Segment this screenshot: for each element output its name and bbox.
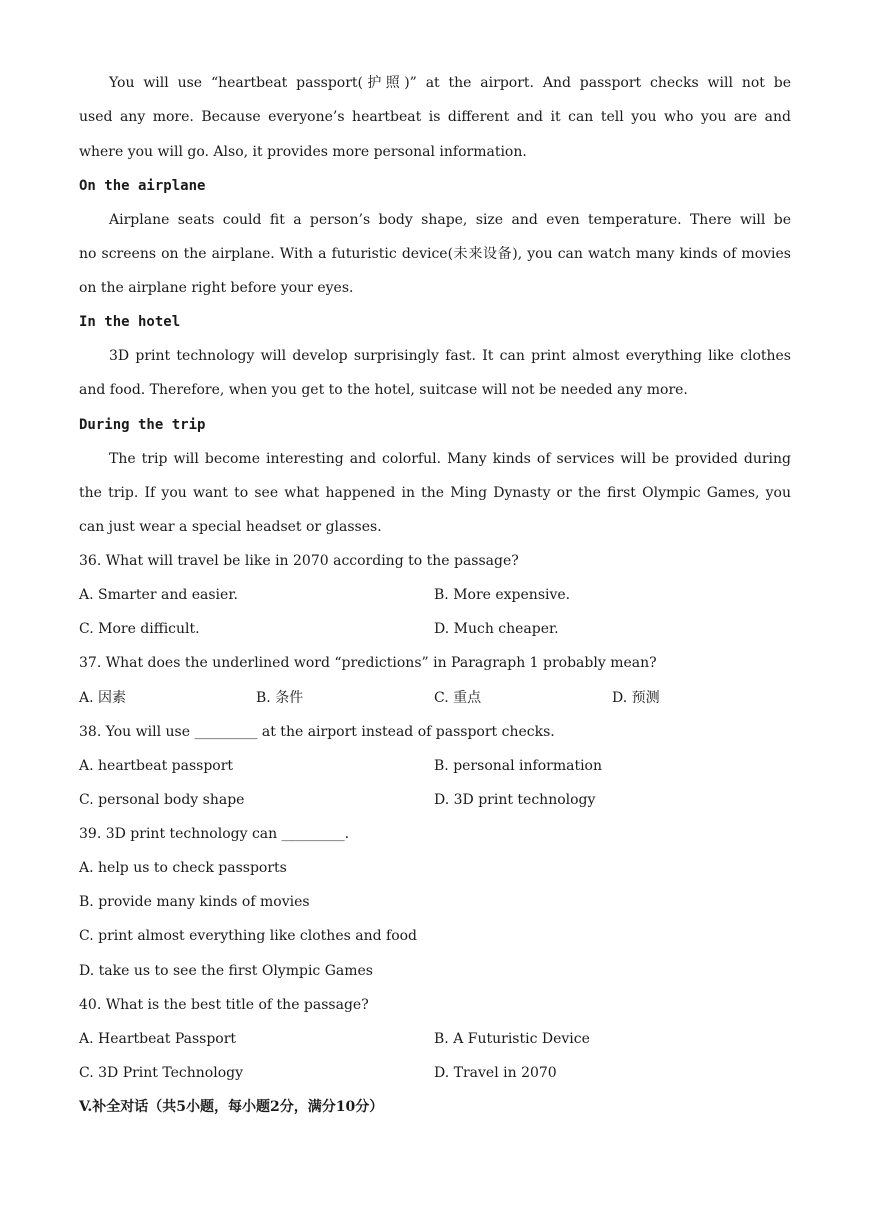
question-38-option-b: B. personal information bbox=[434, 758, 602, 774]
question-37-option-a: A. 因素 bbox=[79, 690, 127, 706]
question-36-option-c: C. More difficult. bbox=[79, 621, 200, 637]
passage-p1-line-1: You will use “heartbeat passport(护照)” at the airport. And passport checks will not be bbox=[109, 75, 791, 91]
question-40-stem: 40. What is the best title of the passage? bbox=[79, 997, 369, 1013]
question-36-option-d: D. Much cheaper. bbox=[434, 621, 559, 637]
question-40-option-d: D. Travel in 2070 bbox=[434, 1065, 557, 1081]
question-39-option-c: C. print almost everything like clothes and food bbox=[79, 928, 418, 944]
passage-p2-line-1: Airplane seats could fit a person’s body shape, size and even temperature. There will be bbox=[109, 212, 791, 228]
question-39-option-d: D. take us to see the first Olympic Games bbox=[79, 963, 373, 979]
question-38-option-c: C. personal body shape bbox=[79, 792, 245, 808]
question-37-option-c: C. 重点 bbox=[434, 690, 482, 706]
question-38-stem: 38. You will use _________ at the airport instead of passport checks. bbox=[79, 724, 555, 740]
question-40-option-a: A. Heartbeat Passport bbox=[79, 1031, 237, 1047]
passage-p4-line-1: The trip will become interesting and colorful. Many kinds of services will be provided during bbox=[109, 451, 791, 467]
question-37-stem: 37. What does the underlined word “predictions” in Paragraph 1 probably mean? bbox=[79, 655, 657, 671]
heading-in-the-hotel: In the hotel bbox=[79, 314, 181, 330]
question-36-option-a: A. Smarter and easier. bbox=[79, 587, 238, 603]
passage-p3-line-1: 3D print technology will develop surprisingly fast. It can print almost everything like clothes bbox=[109, 348, 791, 364]
question-38-option-d: D. 3D print technology bbox=[434, 792, 596, 808]
heading-on-the-airplane: On the airplane bbox=[79, 178, 206, 194]
passage-p2-line-3: on the airplane right before your eyes. bbox=[79, 280, 354, 296]
question-37-option-d: D. 预测 bbox=[612, 690, 660, 706]
question-37-option-b: B. 条件 bbox=[256, 690, 304, 706]
question-39-stem: 39. 3D print technology can _________. bbox=[79, 826, 350, 842]
question-38-option-a: A. heartbeat passport bbox=[79, 758, 234, 774]
question-36-stem: 36. What will travel be like in 2070 according to the passage? bbox=[79, 553, 519, 569]
passage-p1-line-3: where you will go. Also, it provides more personal information. bbox=[79, 144, 527, 160]
heading-during-the-trip: During the trip bbox=[79, 417, 206, 433]
question-36-option-b: B. More expensive. bbox=[434, 587, 571, 603]
section-v-heading: V.补全对话（共5小题，每小题2分，满分10分） bbox=[79, 1099, 384, 1115]
question-40-option-b: B. A Futuristic Device bbox=[434, 1031, 590, 1047]
question-40-option-c: C. 3D Print Technology bbox=[79, 1065, 243, 1081]
question-39-option-b: B. provide many kinds of movies bbox=[79, 894, 310, 910]
passage-p2-line-2: no screens on the airplane. With a futuristic device(未来设备), you can watch many kinds of movies bbox=[79, 246, 791, 262]
passage-p4-line-2: the trip. If you want to see what happened in the Ming Dynasty or the first Olympic Games, you bbox=[79, 485, 791, 501]
passage-p4-line-3: can just wear a special headset or glasses. bbox=[79, 519, 382, 535]
passage-p1-line-2: used any more. Because everyone’s heartbeat is different and it can tell you who you are and bbox=[79, 109, 791, 125]
passage-p3-line-2: and food. Therefore, when you get to the hotel, suitcase will not be needed any more. bbox=[79, 382, 688, 398]
question-39-option-a: A. help us to check passports bbox=[79, 860, 287, 876]
